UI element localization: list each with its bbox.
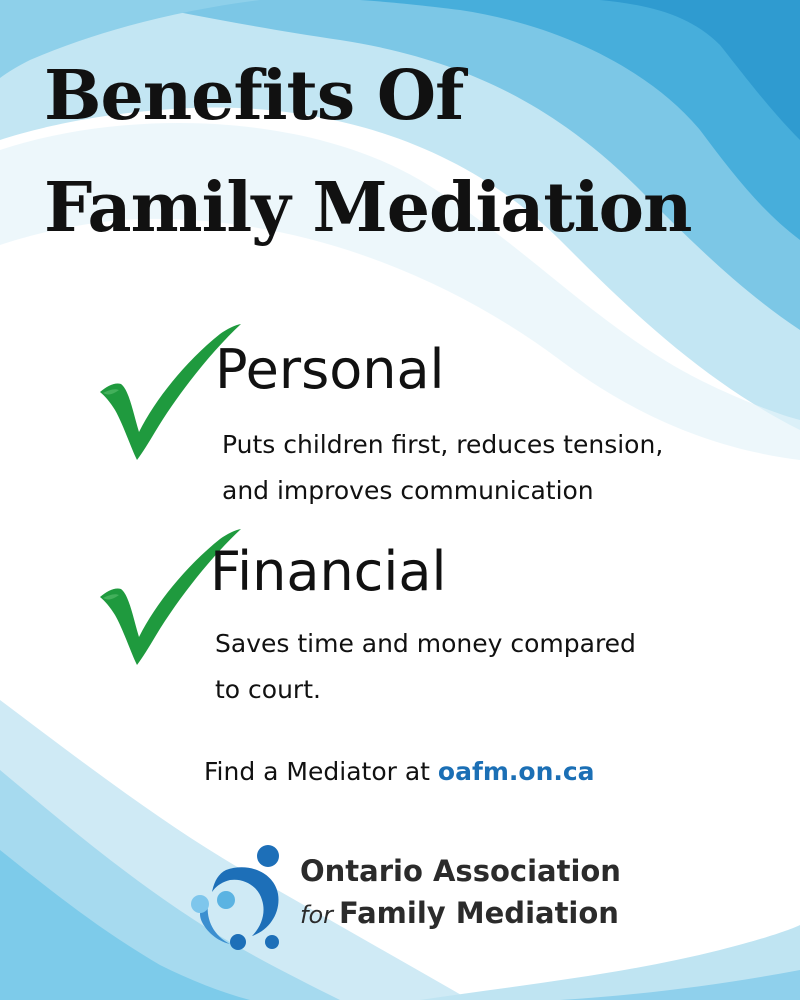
find-mediator-prefix: Find a Mediator at [204,757,438,786]
benefit-description-line: Saves time and money compared [215,629,636,658]
logo-name-line-2-wrapper [300,891,621,937]
benefit-heading-financial: Financial [210,540,447,603]
page-title [44,40,691,264]
logo-name-line-2: Family Mediation [339,896,619,930]
benefit-description-financial [215,621,636,713]
logo-name-line-1: Ontario Association [300,854,621,888]
logo-wordmark [300,851,621,937]
find-mediator-text [204,757,595,786]
logo-for-word: for [300,901,333,929]
title-line-2: Family Mediation [44,168,692,248]
benefit-heading-personal: Personal [215,338,445,401]
oafm-logo-icon [186,842,286,952]
benefit-description-personal [222,422,663,514]
website-link[interactable]: oafm.on.ca [437,757,595,786]
benefit-description-line: and improves communication [222,476,594,505]
title-line-1: Benefits Of [44,56,464,136]
benefit-description-line: Puts children first, reduces tension, [222,430,664,459]
benefit-description-line: to court. [215,675,321,704]
